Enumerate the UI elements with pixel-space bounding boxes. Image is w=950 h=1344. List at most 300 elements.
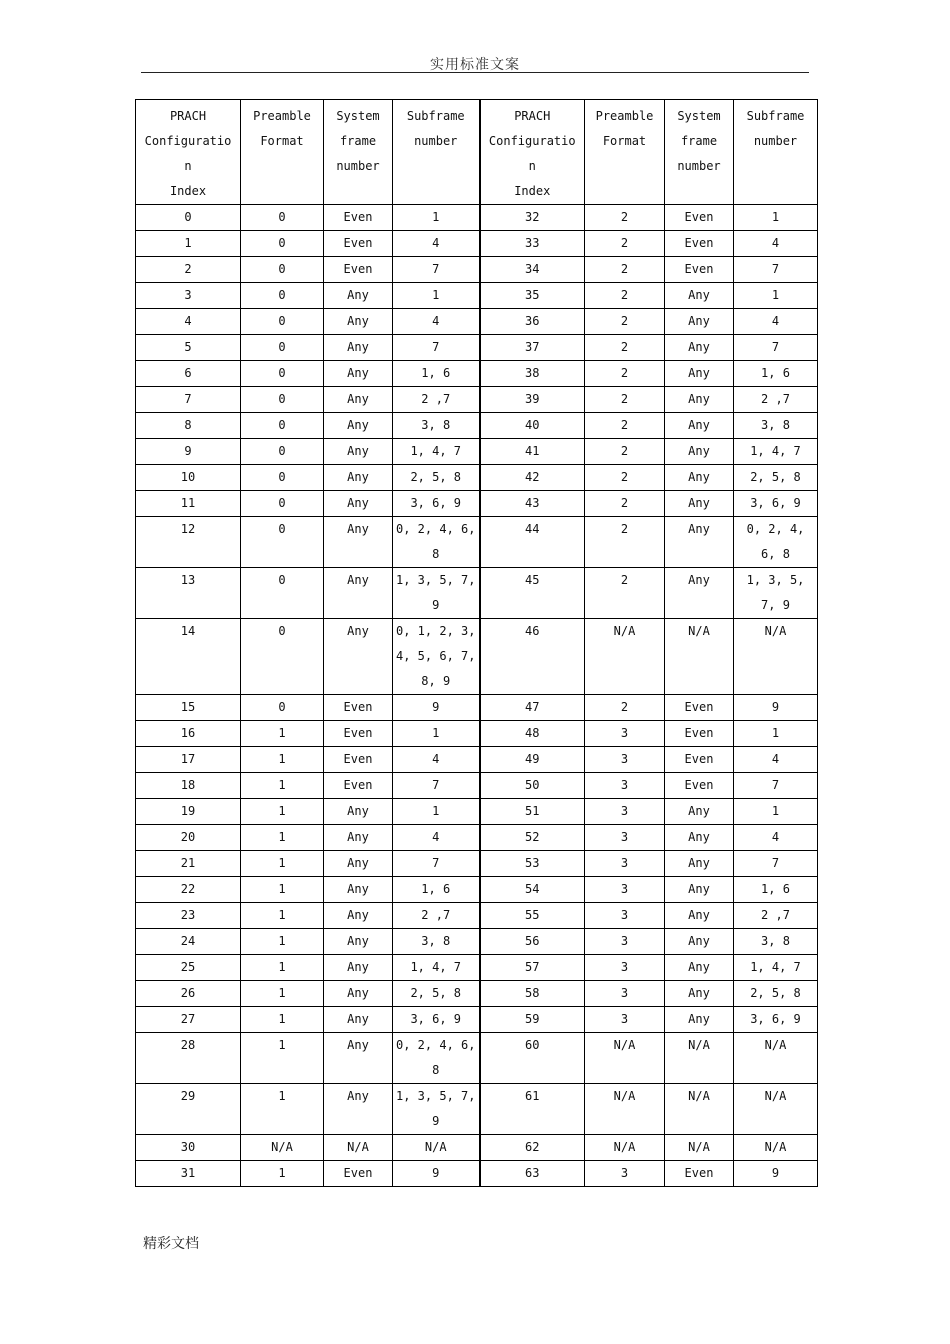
cell-text-line: Any [347,444,369,458]
cell-text-line: 3, 6, 9 [750,496,801,510]
cell-text-line: 46 [525,624,540,638]
table-cell-subframe-number [393,568,480,619]
cell-text-line: 3 [620,986,629,1000]
cell-text-line: N/A [613,624,636,638]
cell-text-line: 59 [525,1012,540,1026]
cell-text-line: 1, 4, 7 [750,444,801,458]
cell-text-line: Any [688,314,710,328]
cell-text-line: 52 [525,830,540,844]
cell-text-line: 4 [432,314,440,328]
table-cell-subframe-number [393,439,480,465]
table-cell-system-frame-number [665,283,734,309]
cell-text-line: 7 [432,856,440,870]
table-cell-prach-config-index [136,1084,241,1135]
table-cell-subframe-number [734,955,818,981]
cell-text-line: Even [343,262,373,276]
header-text-line: Subframe [746,109,805,123]
cell-text-line: 34 [525,262,540,276]
cell-text-line: 1 [278,960,286,974]
table-cell-system-frame-number [665,1084,734,1135]
table-cell-subframe-number [393,465,480,491]
table-cell-preamble-format [585,257,665,283]
cell-text-line: Any [688,960,710,974]
cell-text-line: 49 [525,752,540,766]
table-cell-preamble-format [585,955,665,981]
table-cell-prach-config-index [480,981,585,1007]
table-cell-subframe-number [734,568,818,619]
cell-text-line: 3 [620,934,629,948]
cell-text-line: N/A [764,624,787,638]
cell-text-line: 2 ,7 [421,392,451,406]
table-cell-preamble-format [241,903,324,929]
table-cell-system-frame-number [324,205,393,231]
cell-text-line: 5 [184,340,192,354]
cell-text-line: 4 [432,236,440,250]
table-row [136,205,818,231]
cell-text-line: 2 [620,210,629,224]
cell-text-line: 2, 5, 8 [410,470,462,484]
table-cell-subframe-number [393,799,480,825]
table-cell-prach-config-index [480,825,585,851]
table-cell-prach-config-index [136,387,241,413]
table-cell-system-frame-number [665,387,734,413]
cell-text-line: 44 [525,522,540,536]
table-cell-system-frame-number [324,335,393,361]
cell-text-line: 2 [620,262,629,276]
cell-text-line: 3, 6, 9 [750,1012,801,1026]
cell-text-line: 0 [278,262,286,276]
cell-text-line: 0 [278,392,286,406]
cell-text-line: 2, 5, 8 [410,986,462,1000]
cell-text-line: Any [347,1038,369,1052]
cell-text-line: Even [684,236,714,250]
table-row [136,309,818,335]
cell-text-line: N/A [688,1140,710,1154]
table-cell-subframe-number [734,439,818,465]
table-cell-preamble-format [241,1007,324,1033]
cell-text-line: 53 [525,856,540,870]
cell-text-line: 0 [278,366,286,380]
cell-text-line: N/A [613,1089,636,1103]
table-row [136,1161,818,1187]
table-cell-system-frame-number [324,981,393,1007]
cell-text-line: 42 [525,470,540,484]
cell-text-line: 10 [180,470,196,484]
table-cell-preamble-format [241,929,324,955]
table-cell-prach-config-index [136,955,241,981]
table-cell-prach-config-index [136,877,241,903]
table-cell-prach-config-index [480,877,585,903]
cell-text-line: 3, 8 [421,418,451,432]
table-cell-preamble-format [585,1033,665,1084]
cell-text-line: N/A [764,1089,787,1103]
cell-text-line: 9 [771,1166,780,1180]
table-row [136,721,818,747]
cell-text-line: Any [347,1089,369,1103]
cell-text-line: 1 [432,210,440,224]
cell-text-line: 4 [771,830,780,844]
cell-text-line: 4 [771,236,780,250]
cell-text-line: Any [347,856,369,870]
cell-text-line: 20 [180,830,196,844]
table-cell-prach-config-index [136,257,241,283]
table-cell-preamble-format [585,747,665,773]
cell-text-line: 29 [180,1089,196,1103]
table-cell-preamble-format [241,695,324,721]
cell-text-line: 1, 4, 7 [410,960,462,974]
cell-text-line: 3 [184,288,192,302]
cell-text-line: 51 [525,804,540,818]
table-cell-prach-config-index [136,1007,241,1033]
header-text-line: number [336,159,380,173]
cell-text-line: 0, 2, 4, 6, [396,522,476,536]
table-row [136,825,818,851]
table-cell-system-frame-number [665,877,734,903]
table-cell-prach-config-index [480,773,585,799]
table-cell-system-frame-number [324,721,393,747]
cell-text-line: 7 [771,778,780,792]
table-cell-system-frame-number [665,309,734,335]
table-cell-prach-config-index [136,903,241,929]
cell-text-line: 1 [771,804,780,818]
table-row [136,1135,818,1161]
cell-text-line: 3 [620,726,629,740]
cell-text-line: N/A [613,1140,636,1154]
table-cell-preamble-format [241,721,324,747]
cell-text-line: 2 [620,340,629,354]
cell-text-line: 1 [278,1166,286,1180]
cell-text-line: 4 [184,314,192,328]
cell-text-line: Any [347,986,369,1000]
cell-text-line: 18 [180,778,196,792]
cell-text-line: 4 [432,752,440,766]
cell-text-line: Any [347,830,369,844]
cell-text-line: 0, 2, 4, 6, [396,1038,476,1052]
header-text-line: Format [260,134,304,148]
cell-text-line: 37 [525,340,540,354]
column-header-system-frame-number [665,100,734,205]
cell-text-line: Even [684,778,714,792]
cell-text-line: 1 [278,882,286,896]
table-cell-prach-config-index [480,747,585,773]
table-cell-system-frame-number [665,361,734,387]
table-cell-subframe-number [734,1033,818,1084]
cell-text-line: 9 [432,1166,440,1180]
cell-text-line: Even [684,700,714,714]
cell-text-line: Any [347,804,369,818]
table-cell-prach-config-index [480,413,585,439]
table-cell-system-frame-number [324,695,393,721]
table-cell-preamble-format [585,465,665,491]
table-cell-preamble-format [585,929,665,955]
header-text-line: frame [339,134,377,148]
cell-text-line: 0 [278,573,286,587]
cell-text-line: 8 [184,418,192,432]
cell-text-line: 1, 4, 7 [410,444,462,458]
table-cell-system-frame-number [665,413,734,439]
cell-text-line: 0 [278,700,286,714]
cell-text-line: 0 [278,444,286,458]
cell-text-line: Any [347,960,369,974]
cell-text-line: Any [347,496,369,510]
cell-text-line: 43 [525,496,540,510]
cell-text-line: Any [688,934,710,948]
cell-text-line: 4 [771,752,780,766]
cell-text-line: 2 [184,262,192,276]
table-cell-subframe-number [734,929,818,955]
header-text-line: Subframe [406,109,465,123]
cell-text-line: Even [343,210,373,224]
table-cell-prach-config-index [136,205,241,231]
table-cell-subframe-number [393,877,480,903]
table-row [136,465,818,491]
header-text-line: number [414,134,458,148]
cell-text-line: 8 [432,547,440,561]
table-cell-system-frame-number [324,955,393,981]
table-cell-subframe-number [734,335,818,361]
table-cell-subframe-number [734,205,818,231]
table-cell-preamble-format [241,1033,324,1084]
cell-text-line: 2, 5, 8 [750,986,801,1000]
cell-text-line: 26 [180,986,196,1000]
table-cell-preamble-format [585,1007,665,1033]
table-cell-system-frame-number [324,619,393,695]
table-cell-system-frame-number [324,1161,393,1187]
header-text-line: Configuratio [488,134,576,148]
cell-text-line: 8 [432,1063,440,1077]
cell-text-line: 6, 8 [761,547,790,561]
header-text-line: n [528,159,536,173]
cell-text-line: 7 [771,856,780,870]
table-cell-preamble-format [585,309,665,335]
cell-text-line: Even [343,778,373,792]
cell-text-line: 45 [525,573,540,587]
table-cell-system-frame-number [324,465,393,491]
cell-text-line: 1 [278,1012,286,1026]
table-cell-subframe-number [734,721,818,747]
table-cell-preamble-format [241,568,324,619]
table-cell-subframe-number [734,903,818,929]
cell-text-line: Any [688,340,710,354]
table-row [136,231,818,257]
table-cell-preamble-format [241,361,324,387]
table-cell-subframe-number [393,517,480,568]
cell-text-line: 1 [432,288,440,302]
cell-text-line: 0 [278,314,286,328]
table-cell-subframe-number [734,517,818,568]
cell-text-line: 1 [771,726,780,740]
table-cell-subframe-number [734,309,818,335]
table-row [136,1084,818,1135]
table-cell-preamble-format [241,283,324,309]
cell-text-line: 0 [278,496,286,510]
cell-text-line: Any [688,804,710,818]
header-text-line: Index [169,184,207,198]
cell-text-line: 58 [525,986,540,1000]
table-cell-preamble-format [241,205,324,231]
table-cell-subframe-number [734,283,818,309]
cell-text-line: Any [347,882,369,896]
table-cell-system-frame-number [665,695,734,721]
cell-text-line: 2 ,7 [421,908,451,922]
table-cell-preamble-format [585,1135,665,1161]
cell-text-line: Any [688,496,710,510]
table-cell-preamble-format [585,695,665,721]
cell-text-line: Even [684,262,714,276]
table-cell-preamble-format [585,877,665,903]
table-cell-preamble-format [585,387,665,413]
cell-text-line: 13 [180,573,196,587]
cell-text-line: N/A [424,1140,447,1154]
cell-text-line: Even [684,752,714,766]
table-cell-preamble-format [585,1161,665,1187]
table-cell-system-frame-number [665,491,734,517]
table-cell-preamble-format [585,1084,665,1135]
table-cell-preamble-format [241,877,324,903]
table-cell-subframe-number [734,361,818,387]
table-cell-prach-config-index [480,799,585,825]
cell-text-line: 1 [278,986,286,1000]
cell-text-line: 41 [525,444,540,458]
table-cell-subframe-number [734,491,818,517]
cell-text-line: 8, 9 [421,674,451,688]
table-cell-system-frame-number [665,825,734,851]
table-cell-subframe-number [393,309,480,335]
cell-text-line: 2 [620,288,629,302]
cell-text-line: 7 [432,340,440,354]
cell-text-line: 2 [620,366,629,380]
cell-text-line: 2 [620,236,629,250]
cell-text-line: 1 [184,236,192,250]
table-cell-prach-config-index [480,1007,585,1033]
table-row [136,799,818,825]
cell-text-line: 2 [620,470,629,484]
cell-text-line: N/A [688,624,710,638]
cell-text-line: Any [688,986,710,1000]
table-cell-system-frame-number [324,773,393,799]
page-header: 实用标准文案 [430,57,520,73]
table-cell-system-frame-number [324,517,393,568]
table-cell-prach-config-index [480,205,585,231]
table-row [136,1033,818,1084]
table-cell-preamble-format [241,517,324,568]
cell-text-line: Even [343,726,373,740]
table-cell-preamble-format [585,619,665,695]
table-cell-system-frame-number [665,517,734,568]
table-cell-preamble-format [585,231,665,257]
table-cell-prach-config-index [480,517,585,568]
cell-text-line: N/A [613,1038,636,1052]
header-text-line: frame [680,134,718,148]
table-cell-prach-config-index [480,721,585,747]
cell-text-line: 3 [620,882,629,896]
table-cell-preamble-format [585,851,665,877]
table-cell-subframe-number [393,695,480,721]
header-text-line: Preamble [253,109,311,123]
cell-text-line: 17 [180,752,196,766]
table-row [136,361,818,387]
table-cell-subframe-number [734,413,818,439]
table-cell-prach-config-index [480,283,585,309]
table-cell-preamble-format [241,747,324,773]
table-cell-system-frame-number [665,465,734,491]
table-cell-prach-config-index [136,851,241,877]
table-cell-prach-config-index [480,361,585,387]
table-row [136,981,818,1007]
table-cell-system-frame-number [324,309,393,335]
table-cell-preamble-format [585,721,665,747]
table-cell-system-frame-number [665,1033,734,1084]
table-cell-subframe-number [734,465,818,491]
cell-text-line: Any [688,1012,710,1026]
cell-text-line: 0 [278,470,286,484]
cell-text-line: N/A [764,1140,787,1154]
table-row [136,955,818,981]
cell-text-line: 4, 5, 6, 7, [396,649,476,663]
cell-text-line: 0 [278,522,286,536]
cell-text-line: 1 [278,1089,286,1103]
cell-text-line: 36 [525,314,540,328]
table-cell-prach-config-index [136,568,241,619]
table-row [136,387,818,413]
cell-text-line: Any [347,624,369,638]
cell-text-line: 27 [180,1012,196,1026]
cell-text-line: 48 [525,726,540,740]
cell-text-line: 3 [620,830,629,844]
table-cell-subframe-number [393,721,480,747]
table-cell-prach-config-index [136,439,241,465]
table-cell-system-frame-number [665,231,734,257]
table-cell-system-frame-number [665,955,734,981]
cell-text-line: 38 [525,366,540,380]
header-text-line: PRACH [514,109,551,123]
table-cell-prach-config-index [480,955,585,981]
table-cell-subframe-number [393,491,480,517]
table-cell-subframe-number [393,283,480,309]
cell-text-line: 25 [180,960,196,974]
table-cell-prach-config-index [480,439,585,465]
table-cell-system-frame-number [665,257,734,283]
table-cell-system-frame-number [324,387,393,413]
table-cell-prach-config-index [136,465,241,491]
header-text-line: System [677,109,721,123]
table-cell-system-frame-number [324,361,393,387]
cell-text-line: 63 [525,1166,540,1180]
cell-text-line: 3, 6, 9 [410,496,462,510]
table-cell-system-frame-number [665,1007,734,1033]
table-cell-system-frame-number [324,825,393,851]
cell-text-line: 3 [620,960,629,974]
table-cell-preamble-format [585,439,665,465]
table-row [136,747,818,773]
cell-text-line: 61 [525,1089,540,1103]
table-cell-preamble-format [241,309,324,335]
table-cell-prach-config-index [480,231,585,257]
cell-text-line: 1 [278,830,286,844]
table-cell-preamble-format [241,981,324,1007]
cell-text-line: 9 [432,700,440,714]
table-cell-system-frame-number [324,903,393,929]
table-cell-preamble-format [585,283,665,309]
table-cell-system-frame-number [665,1161,734,1187]
cell-text-line: 1 [278,778,286,792]
cell-text-line: 1 [278,726,286,740]
table-cell-prach-config-index [136,721,241,747]
table-cell-prach-config-index [480,851,585,877]
cell-text-line: Any [347,340,369,354]
header-text-line: PRACH [169,109,207,123]
table-cell-preamble-format [585,568,665,619]
